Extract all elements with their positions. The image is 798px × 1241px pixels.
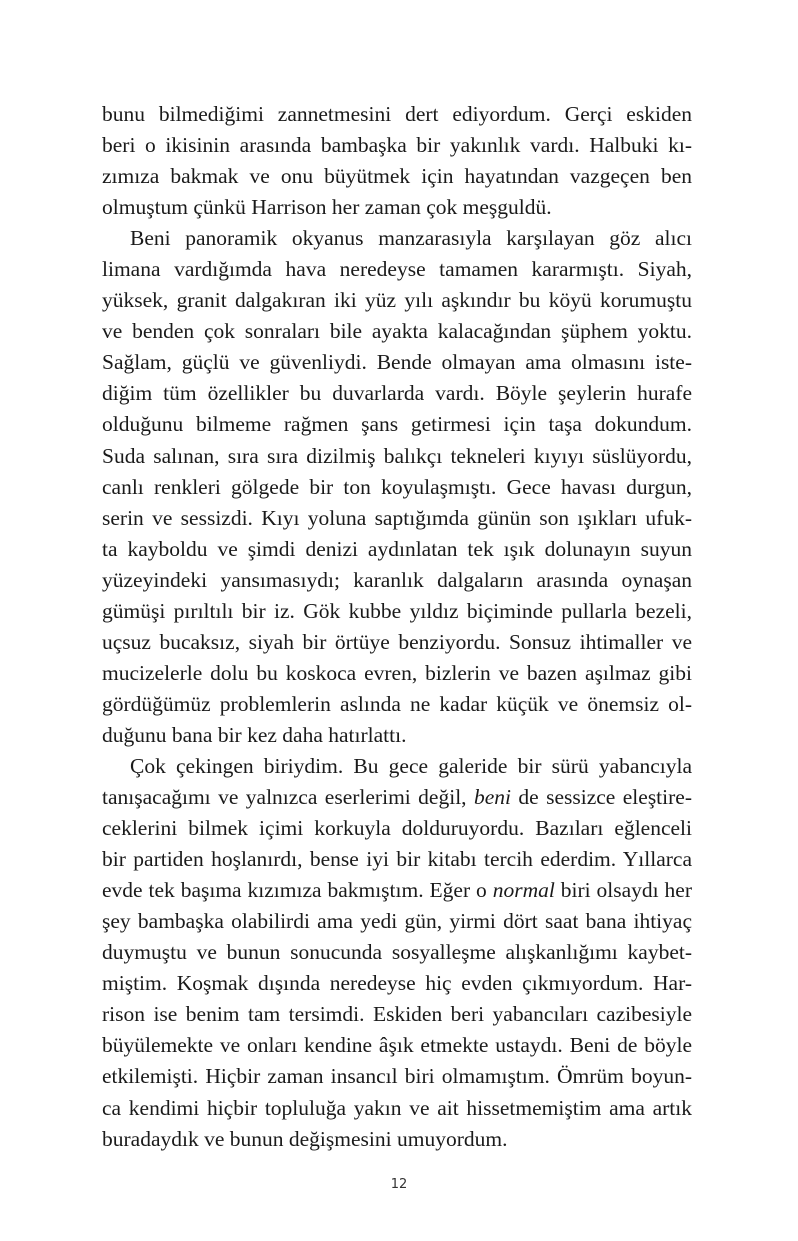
text-line: Sağlam, güçlü ve güvenliydi. Bende olmayan ama olmasını iste-	[102, 350, 692, 375]
paragraph-3	[102, 751, 692, 1155]
page-body	[102, 99, 692, 1155]
text-line: bir partiden hoşlanırdı, bense iyi bir kitabı tercih ederdim. Yıllarca	[102, 847, 692, 872]
emphasis-text: normal	[492, 878, 555, 903]
text-line: miştim. Koşmak dışında neredeyse hiç evden çıkmıyordum. Har-	[102, 971, 692, 996]
text-line: serin ve sessizdi. Kıyı yoluna saptığımda günün son ışıkları ufuk-	[102, 505, 692, 530]
text-line: uçsuz bucaksız, siyah bir örtüye benziyordu. Sonsuz ihtimaller ve	[102, 629, 692, 654]
text-line: duğunu bana bir kez daha hatırlattı.	[102, 722, 407, 747]
text-line: mucizelerle dolu bu koskoca evren, bizlerin ve bazen aşılmaz gibi	[102, 660, 692, 685]
text-line: bunu bilmediğimi zannetmesini dert ediyordum. Gerçi eskiden	[102, 102, 692, 126]
text-line: tanışacağımı ve yalnızca eserlerimi değil, beni de sessizce eleştire-	[102, 785, 692, 810]
text-line: duymuştu ve bunun sonucunda sosyalleşme alışkanlığımı kaybet-	[102, 940, 692, 965]
text-line: Çok çekingen biriydim. Bu gece galeride bir sürü yabancıyla	[130, 753, 692, 778]
text-line: beri o ikisinin arasında bambaşka bir yakınlık vardı. Halbuki kı-	[102, 133, 692, 158]
text-line: ve benden çok sonraları bile ayakta kalacağından şüphem yoktu.	[102, 319, 692, 344]
text-line: etkilemişti. Hiçbir zaman insancıl biri olmamıştım. Ömrüm boyun-	[102, 1064, 692, 1089]
text-line: olmuştum çünkü Harrison her zaman çok meşguldü.	[102, 195, 552, 220]
text-line: canlı renkleri gölgede bir ton koyulaşmıştı. Gece havası durgun,	[102, 474, 692, 499]
text-line: rison ise benim tam tersimdi. Eskiden beri yabancıları cazibesiyle	[102, 1002, 692, 1027]
text-line: diğim tüm özellikler bu duvarlarda vardı. Böyle şeylerin hurafe	[102, 381, 692, 406]
text-line: gördüğümüz problemlerin aslında ne kadar küçük ve önemsiz ol-	[102, 691, 692, 716]
text-line: şey bambaşka olabilirdi ama yedi gün, yirmi dört saat bana ihtiyaç	[102, 909, 692, 934]
text-line: gümüşi pırıltılı bir iz. Gök kubbe yıldız biçiminde pullarla bezeli,	[102, 598, 692, 623]
text-line: yüzeyindeki yansımasıydı; karanlık dalgaların arasında oynaşan	[102, 567, 692, 592]
text-line: evde tek başıma kızımıza bakmıştım. Eğer o normal biri olsaydı her	[102, 878, 692, 903]
text-line: zımıza bakmak ve onu büyütmek için hayatından vazgeçen ben	[102, 164, 692, 189]
text-line: buradaydık ve bunun değişmesini umuyordum.	[102, 1126, 508, 1151]
text-line: ceklerini bilmek içimi korkuyla dolduruyordu. Bazıları eğlenceli	[102, 816, 692, 841]
text-line: ta kayboldu ve şimdi denizi aydınlatan tek ışık dolunayın suyun	[102, 536, 692, 561]
paragraph-2	[102, 223, 692, 751]
text-line: büyülemekte ve onları kendine âşık etmekte ustaydı. Beni de böyle	[102, 1033, 692, 1058]
text-line: olduğunu bilmeme rağmen şans getirmesi için taşa dokundum.	[102, 412, 692, 437]
text-line: ca kendimi hiçbir topluluğa yakın ve ait hissetmemiştim ama artık	[102, 1095, 692, 1120]
text-line: limana vardığımda hava neredeyse tamamen kararmıştı. Siyah,	[102, 257, 692, 282]
text-line: Beni panoramik okyanus manzarasıyla karşılayan göz alıcı	[130, 226, 692, 251]
text-line: Suda salınan, sıra sıra dizilmiş balıkçı tekneleri kıyıyı süslüyordu,	[102, 443, 692, 468]
paragraph-1	[102, 99, 692, 223]
page-number: 12	[390, 1177, 408, 1192]
text-line: yüksek, granit dalgakıran iki yüz yılı aşkındır bu köyü korumuştu	[102, 288, 692, 313]
emphasis-text: beni	[473, 785, 511, 810]
